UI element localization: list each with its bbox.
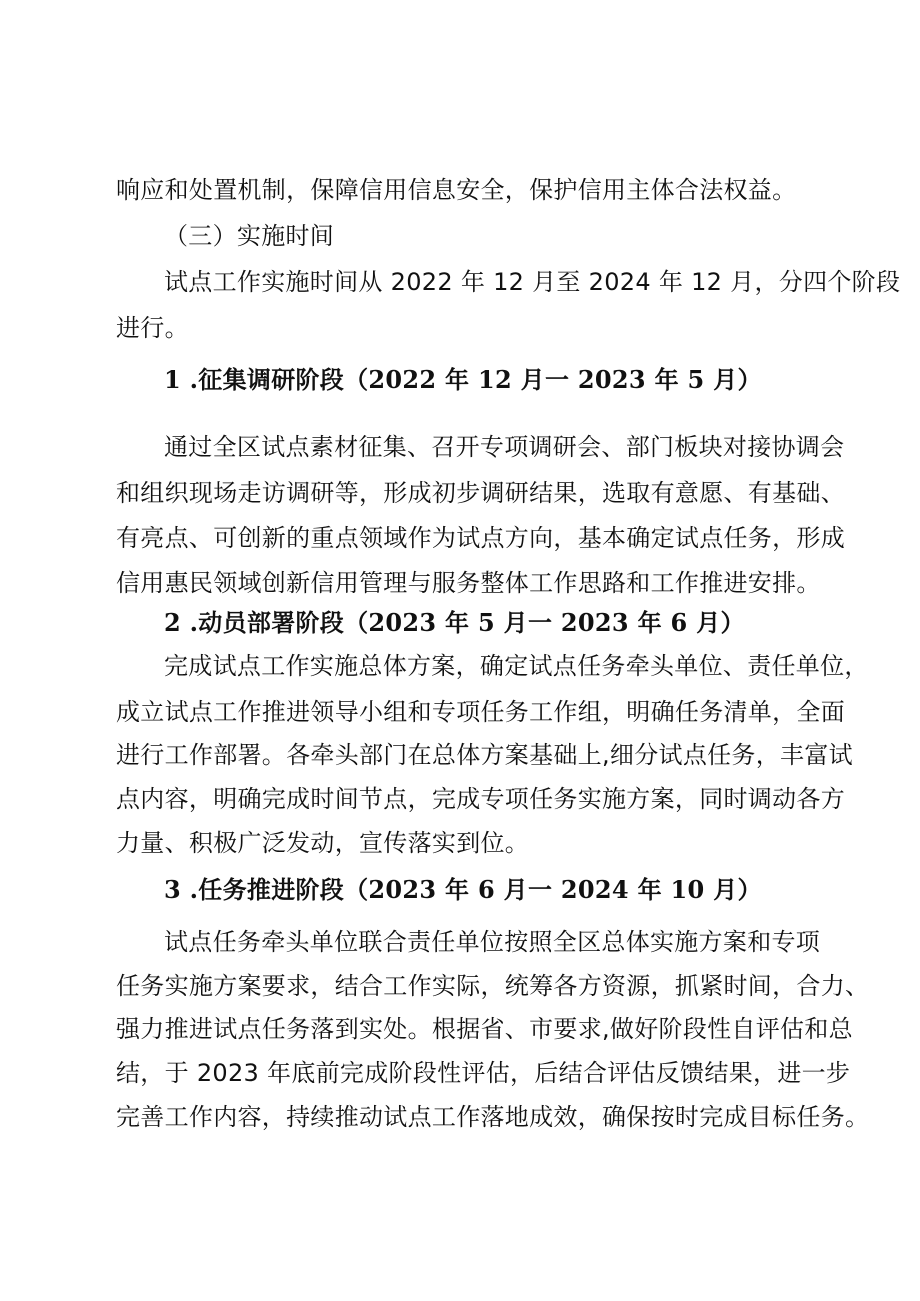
paragraph-line: 进行工作部署。各牵头部门在总体方案基础上,细分试点任务，丰富试 bbox=[116, 741, 853, 769]
stage-heading-1: 1 .征集调研阶段（2022 年 12 月一 2023 年 5 月） bbox=[164, 365, 762, 394]
paragraph-line: 进行。 bbox=[116, 314, 189, 342]
paragraph-line: 通过全区试点素材征集、召开专项调研会、部门板块对接协调会 bbox=[164, 433, 845, 461]
paragraph-line: 成立试点工作推进领导小组和专项任务工作组，明确任务清单，全面 bbox=[116, 698, 845, 726]
paragraph-line: 完成试点工作实施总体方案，确定试点任务牵头单位、责任单位， bbox=[164, 652, 869, 680]
paragraph-line: 任务实施方案要求，结合工作实际，统筹各方资源，抓紧时间，合力、 bbox=[116, 972, 870, 1000]
stage-heading-3: 3 .任务推进阶段（2023 年 6 月一 2024 年 10 月） bbox=[164, 875, 762, 904]
paragraph-line: 和组织现场走访调研等，形成初步调研结果，选取有意愿、有基础、 bbox=[116, 479, 845, 507]
paragraph-line: 结，于 2023 年底前完成阶段性评估，后结合评估反馈结果，进一步 bbox=[116, 1059, 851, 1087]
paragraph-line: 试点任务牵头单位联合责任单位按照全区总体实施方案和专项 bbox=[164, 928, 821, 956]
section-title: （三）实施时间 bbox=[164, 222, 335, 250]
paragraph-line: 力量、积极广泛发动，宣传落实到位。 bbox=[116, 829, 530, 857]
paragraph-line: 有亮点、可创新的重点领域作为试点方向，基本确定试点任务，形成 bbox=[116, 524, 845, 552]
paragraph-line: 试点工作实施时间从 2022 年 12 月至 2024 年 12 月，分四个阶段 bbox=[164, 268, 901, 296]
stage-heading-2: 2 .动员部署阶段（2023 年 5 月一 2023 年 6 月） bbox=[164, 608, 745, 637]
paragraph-line: 信用惠民领域创新信用管理与服务整体工作思路和工作推进安排。 bbox=[116, 569, 821, 597]
paragraph-line: 强力推进试点任务落到实处。根据省、市要求,做好阶段性自评估和总 bbox=[116, 1015, 853, 1043]
paragraph-line: 完善工作内容，持续推动试点工作落地成效，确保按时完成目标任务。 bbox=[116, 1103, 870, 1131]
paragraph-line: 点内容，明确完成时间节点，完成专项任务实施方案，同时调动各方 bbox=[116, 785, 845, 813]
paragraph-line: 响应和处置机制，保障信用信息安全，保护信用主体合法权益。 bbox=[116, 176, 797, 204]
